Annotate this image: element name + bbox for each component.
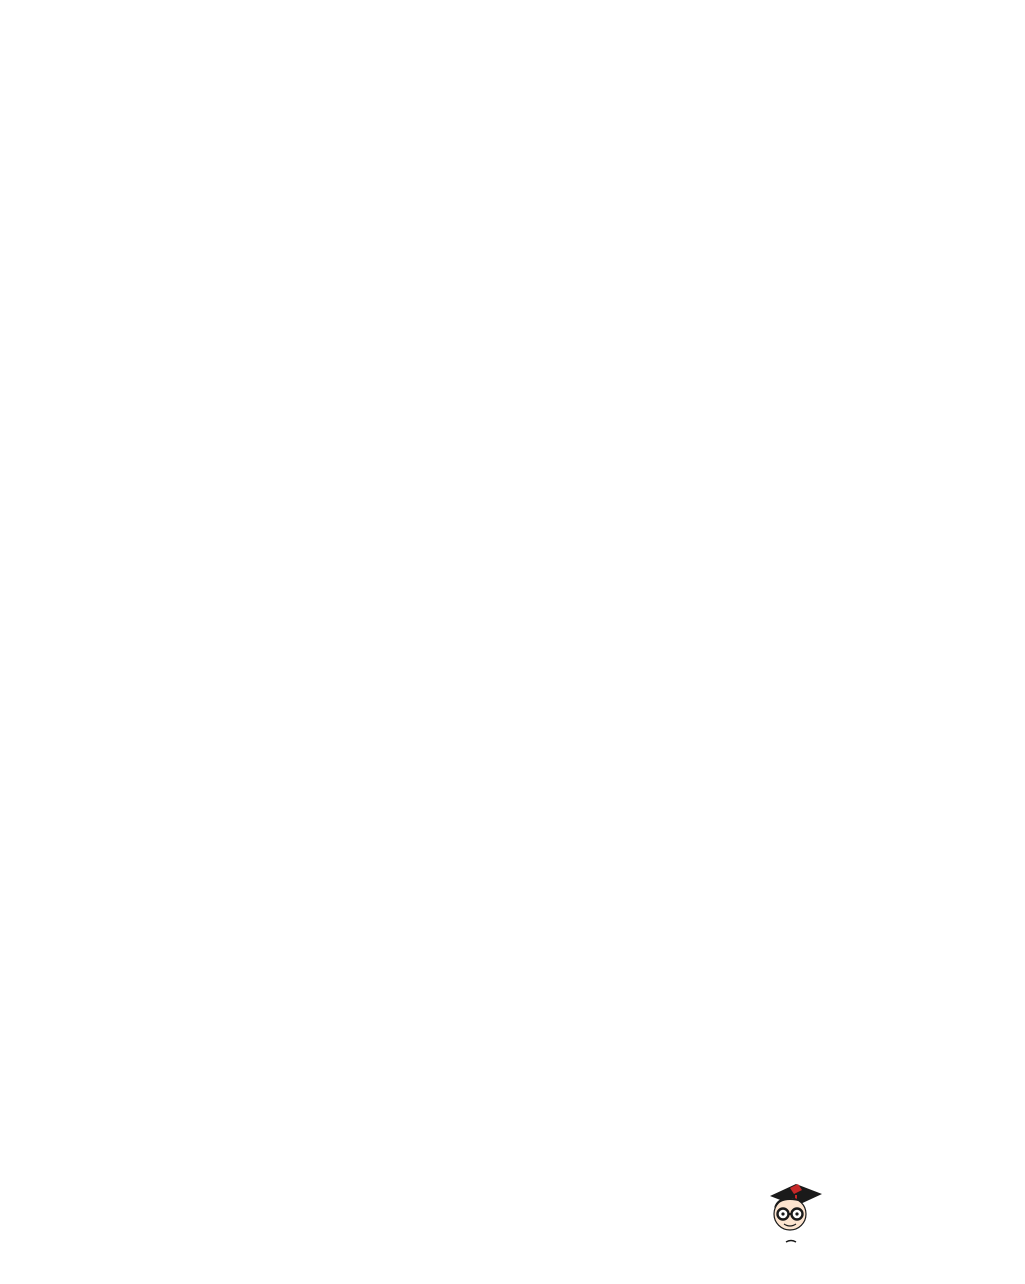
collegedunia-mascot-logo	[766, 1176, 996, 1246]
